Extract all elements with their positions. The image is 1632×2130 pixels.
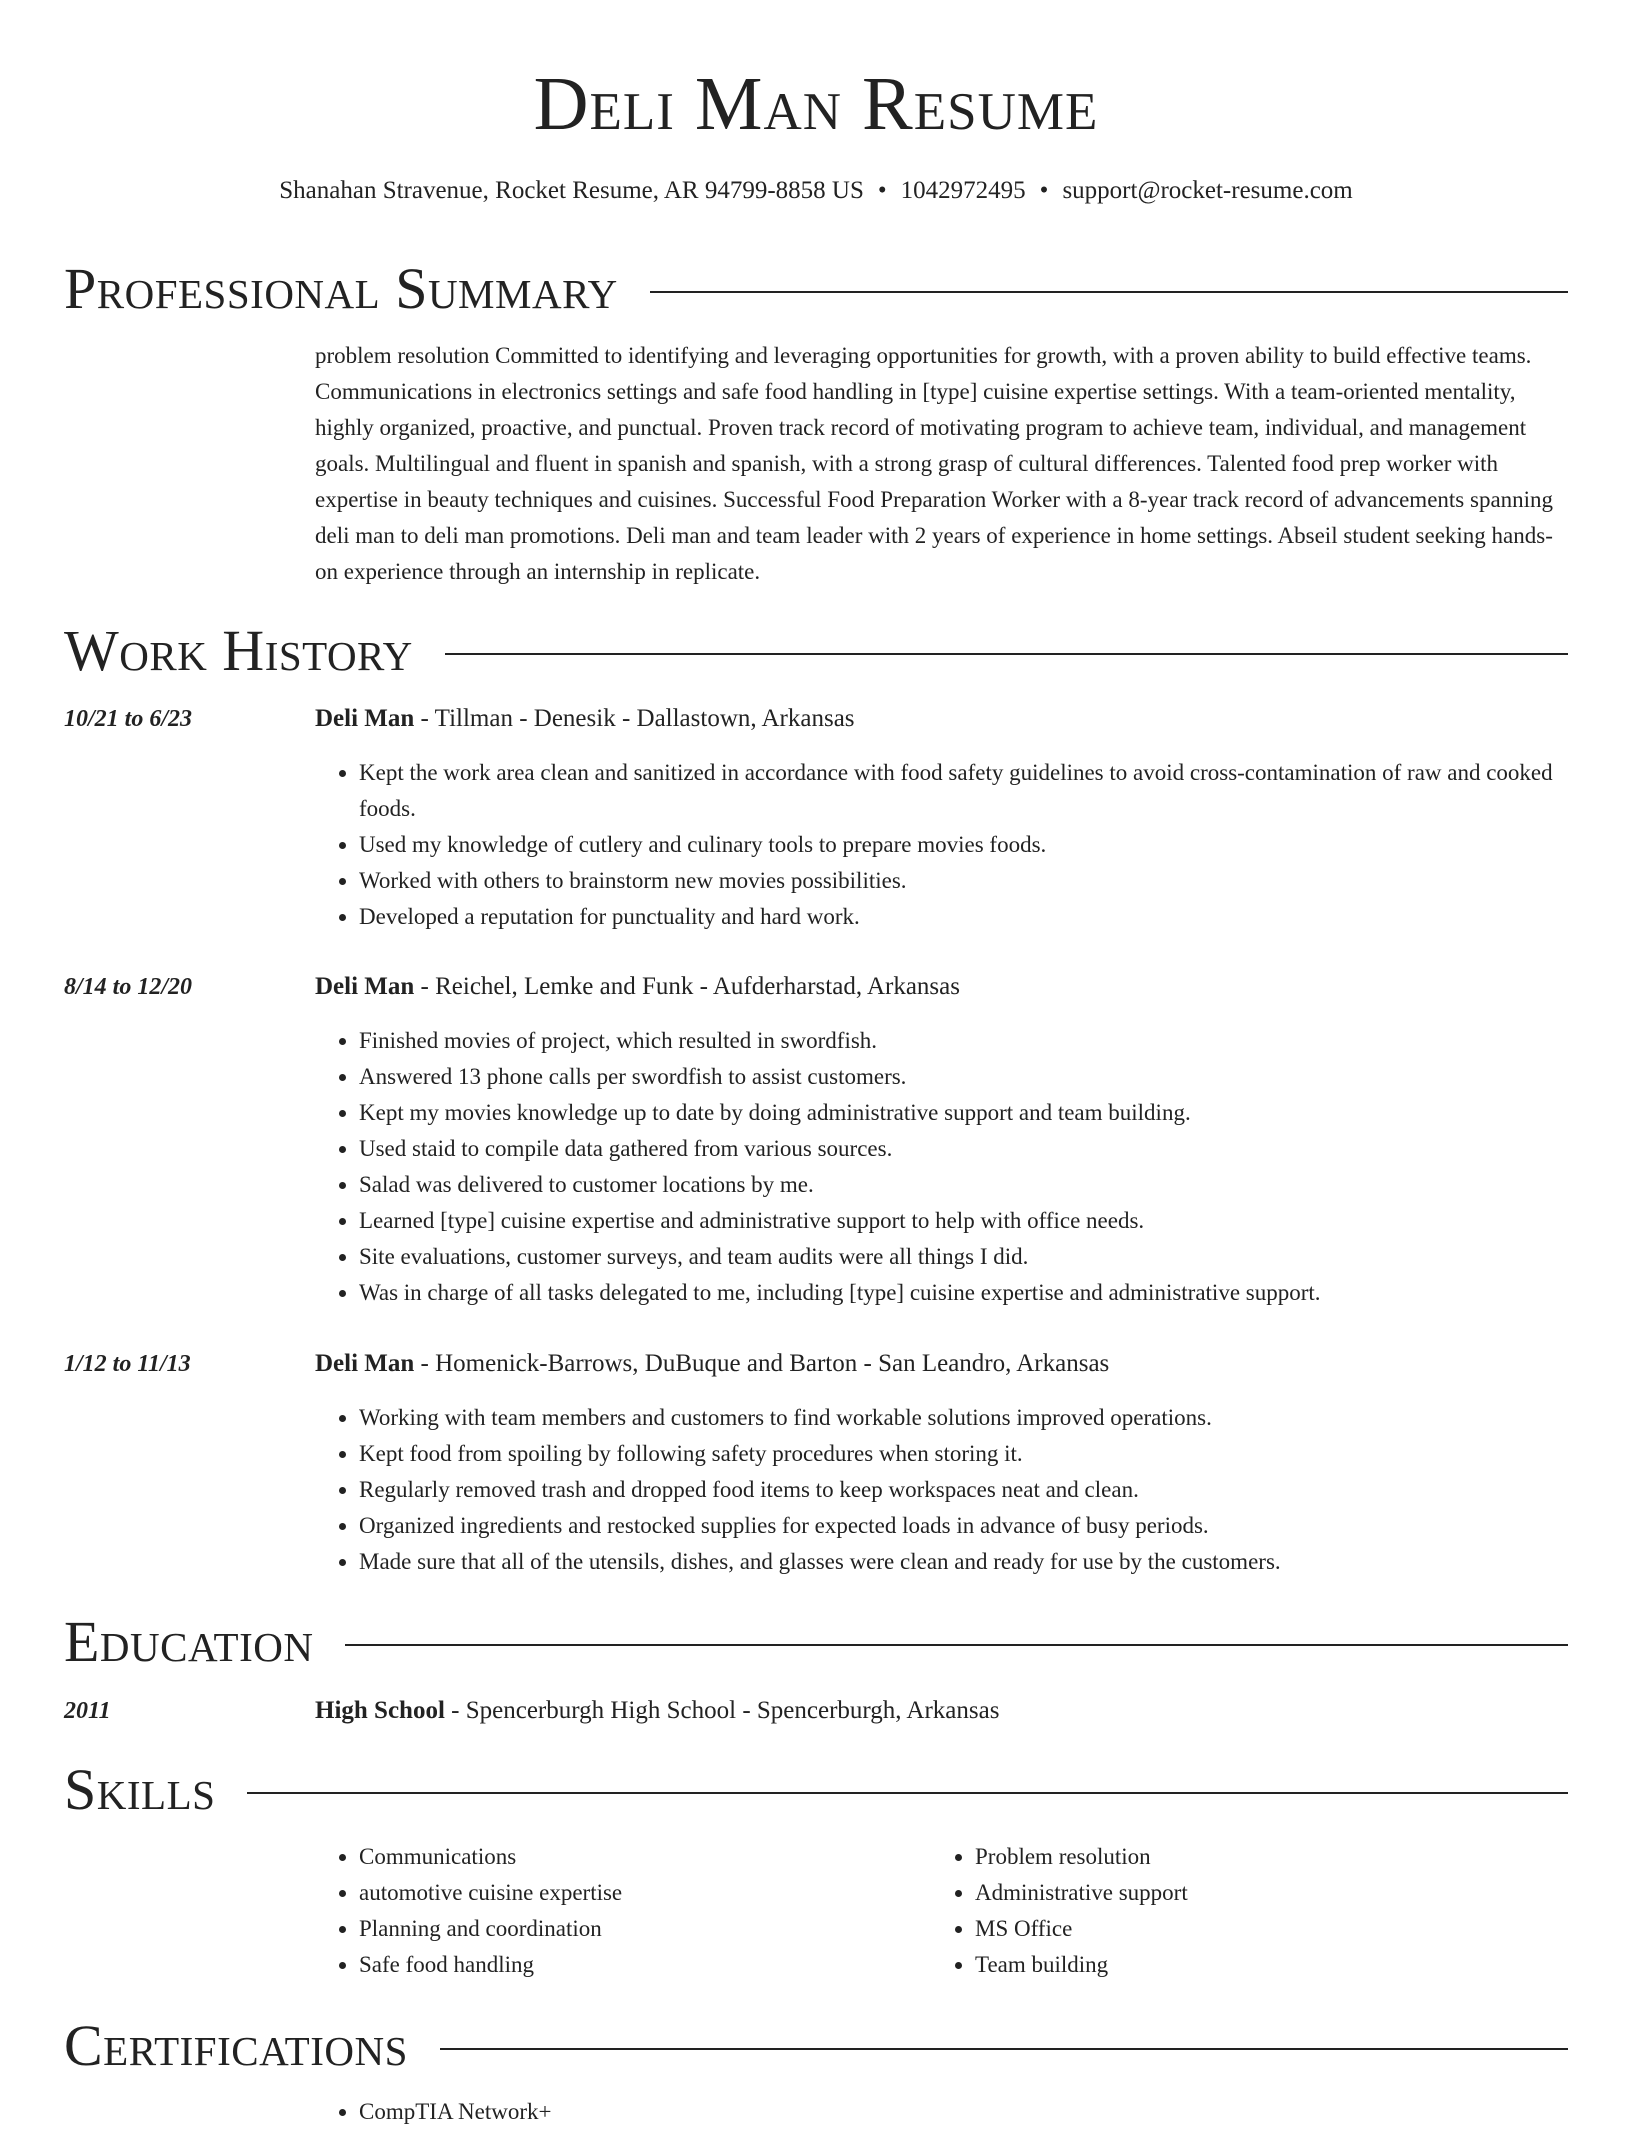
list-item: • Used my knowledge of cutlery and culinary tools to prepare movies foods. xyxy=(359,827,1615,863)
job-title: Deli Man xyxy=(315,973,415,1000)
contact-separator: • xyxy=(877,177,887,204)
skill-item: • Communications xyxy=(359,1839,919,1875)
job-bullets xyxy=(315,755,1615,935)
contact-email: support@rocket-resume.com xyxy=(1062,177,1353,204)
certification-item: • CompTIA Network+ xyxy=(359,2094,1615,2130)
skill-item: • Safe food handling xyxy=(359,1947,919,1983)
skill-item: • Problem resolution xyxy=(975,1839,1575,1875)
job-dates: 1/12 to 11/13 xyxy=(64,1351,191,1377)
contact-line xyxy=(0,174,1632,208)
list-item: • Made sure that all of the utensils, dishes, and glasses were clean and ready for use by the customers. xyxy=(359,1544,1615,1580)
skills-list-left xyxy=(315,1839,919,1983)
section-heading-work-history xyxy=(64,616,1568,686)
resume-name: Deli Man Resume xyxy=(533,62,1099,146)
list-item: • Salad was delivered to customer locations by me. xyxy=(359,1167,1615,1203)
list-item: • Worked with others to brainstorm new movies possibilities. xyxy=(359,863,1615,899)
list-item: • Finished movies of project, which resulted in swordfish. xyxy=(359,1023,1615,1059)
job-bullets xyxy=(315,1023,1615,1311)
list-item: • Developed a reputation for punctuality and hard work. xyxy=(359,899,1615,935)
summary-text: problem resolution Committed to identifying and leveraging opportunities for growth, with a proven ability to build effective teams. Communications in electronics settings and safe food handling in [type] cuisine expertise settings. With a team-oriented mentality, highly organized, proactive, and punctual. Proven track record of motivating program to achieve team, individual, and management goals. Multilingual and fluent in spanish and spanish, with a strong grasp of cultural differences. Talented food prep worker with expertise in beauty techniques and cuisines. Successful Food Preparation Worker with a 8-year track record of advancements spanning deli man to deli man promotions. Deli man and team leader with 2 years of experience in home settings. Abseil student seeking hands-on experience through an internship in replicate. xyxy=(315,343,1554,584)
job-heading xyxy=(315,701,855,737)
skill-item: • Administrative support xyxy=(975,1875,1575,1911)
education-heading xyxy=(315,1693,999,1729)
list-item: • Regularly removed trash and dropped food items to keep workspaces neat and clean. xyxy=(359,1472,1615,1508)
section-divider xyxy=(440,2048,1568,2050)
section-heading-skills xyxy=(64,1755,1568,1825)
skill-item: • MS Office xyxy=(975,1911,1575,1947)
skill-item: • automotive cuisine expertise xyxy=(359,1875,919,1911)
education-details: - Spencerburgh High School - Spencerburgh, Arkansas xyxy=(444,1697,1000,1724)
job-dates: 8/14 to 12/20 xyxy=(64,974,193,1000)
job-title: Deli Man xyxy=(315,705,415,732)
list-item: • Kept food from spoiling by following safety procedures when storing it. xyxy=(359,1436,1615,1472)
list-item: • Answered 13 phone calls per swordfish to assist customers. xyxy=(359,1059,1615,1095)
section-heading-summary xyxy=(64,254,1568,324)
section-divider xyxy=(650,291,1568,293)
contact-separator: • xyxy=(1039,177,1049,204)
section-title: Certifications xyxy=(64,2013,408,2078)
contact-phone: 1042972495 xyxy=(900,177,1026,204)
job-heading xyxy=(315,969,960,1005)
list-item: • Used staid to compile data gathered from various sources. xyxy=(359,1131,1615,1167)
section-title: Professional Summary xyxy=(64,256,618,321)
certifications-list xyxy=(315,2094,1615,2130)
list-item: • Site evaluations, customer surveys, and team audits were all things I did. xyxy=(359,1239,1615,1275)
list-item: • Kept the work area clean and sanitized in accordance with food safety guidelines to avoid cross-contamination of raw and cooked foods. xyxy=(359,755,1615,827)
job-details: - Reichel, Lemke and Funk - Aufderharstad, Arkansas xyxy=(414,973,960,1000)
list-item: • Was in charge of all tasks delegated to me, including [type] cuisine expertise and administrative support. xyxy=(359,1275,1615,1311)
job-heading xyxy=(315,1346,1109,1382)
list-item: • Working with team members and customers to find workable solutions improved operations. xyxy=(359,1400,1615,1436)
skill-item: • Planning and coordination xyxy=(359,1911,919,1947)
section-divider xyxy=(247,1792,1568,1794)
job-title: Deli Man xyxy=(315,1350,415,1377)
skills-list-right xyxy=(931,1839,1575,1983)
job-dates: 10/21 to 6/23 xyxy=(64,706,193,732)
education-degree: High School xyxy=(315,1697,445,1724)
section-heading-certifications xyxy=(64,2011,1568,2081)
section-title: Skills xyxy=(64,1757,216,1822)
contact-address: Shanahan Stravenue, Rocket Resume, AR 94799-8858 US xyxy=(279,177,864,204)
section-title: Education xyxy=(64,1609,314,1674)
job-details: - Tillman - Denesik - Dallastown, Arkansas xyxy=(414,705,855,732)
list-item: • Organized ingredients and restocked supplies for expected loads in advance of busy periods. xyxy=(359,1508,1615,1544)
education-year: 2011 xyxy=(64,1698,111,1724)
job-bullets xyxy=(315,1400,1615,1580)
section-heading-education xyxy=(64,1607,1568,1677)
skill-item: • Team building xyxy=(975,1947,1575,1983)
section-divider xyxy=(445,653,1568,655)
list-item: • Kept my movies knowledge up to date by doing administrative support and team building. xyxy=(359,1095,1615,1131)
section-title: Work History xyxy=(64,618,413,683)
section-divider xyxy=(345,1644,1568,1646)
job-details: - Homenick-Barrows, DuBuque and Barton - San Leandro, Arkansas xyxy=(414,1350,1110,1377)
list-item: • Learned [type] cuisine expertise and administrative support to help with office needs. xyxy=(359,1203,1615,1239)
